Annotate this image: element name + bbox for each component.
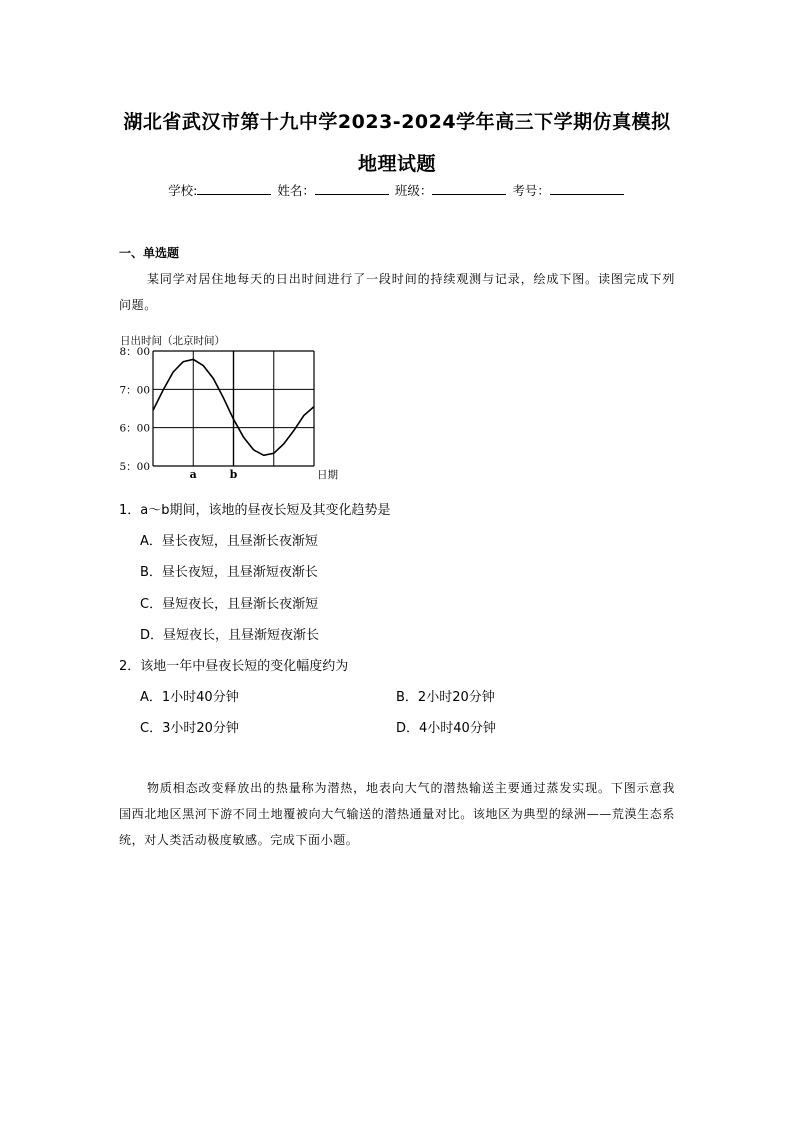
name-blank[interactable] (315, 182, 389, 195)
x-mark-b: b (229, 468, 238, 481)
y-tick-label: 8：00 (119, 346, 150, 358)
question-2-stem: 2．该地一年中昼夜长短的变化幅度约为 (119, 659, 349, 674)
exam-number-blank[interactable] (550, 182, 624, 195)
q2-option-d[interactable]: D．4小时40分钟 (396, 721, 496, 736)
class-blank[interactable] (432, 182, 506, 195)
y-axis-label: 日出时间（北京时间） (120, 335, 225, 347)
name-label: 姓名： (277, 183, 315, 198)
exam-subtitle: 地理试题 (357, 153, 436, 175)
q1-option-d[interactable]: D．昼短夜长，且昼渐短夜渐长 (140, 628, 320, 643)
x-marks (190, 468, 238, 481)
y-tick-label: 7：00 (119, 384, 150, 397)
exam-title: 湖北省武汉市第十九中学2023-2024学年高三下学期仿真模拟 (123, 111, 671, 133)
school-label: 学校: (168, 183, 198, 198)
class-label: 班级： (394, 183, 433, 198)
school-blank[interactable] (197, 182, 271, 195)
passage-2: 物质相态改变释放出的热量称为潜热，地表向大气的潜热输送主要通过蒸发实现。下图示意我国西北地区黑河下游不同土地覆被向大气输送的潜热通量对比。该地区为典型的绿洲——荒漠生态系统，对人类活动极度敏感。完成下面小题。 (119, 781, 675, 847)
exam-number-label: 考号： (512, 183, 550, 198)
q2-option-b[interactable]: B．2小时20分钟 (396, 690, 495, 705)
q1-option-a[interactable]: A．昼长夜短，且昼渐长夜渐短 (140, 534, 318, 549)
y-tick-labels (119, 346, 150, 473)
x-mark-a: a (189, 468, 197, 481)
y-tick-label: 6：00 (119, 422, 150, 435)
passage-1: 某同学对居住地每天的日出时间进行了一段时间的持续观测与记录，绘成下图。读图完成下列问题。 (119, 272, 675, 312)
q1-option-c[interactable]: C．昼短夜长，且昼渐长夜渐短 (140, 597, 319, 612)
section-heading: 一、单选题 (119, 246, 180, 260)
q2-option-c[interactable]: C．3小时20分钟 (140, 721, 239, 736)
q1-option-b[interactable]: B．昼长夜短，且昼渐短夜渐长 (140, 565, 318, 580)
q2-option-a[interactable]: A．1小时40分钟 (140, 690, 239, 705)
y-tick-label: 5：00 (119, 461, 150, 473)
student-info-line (0, 181, 794, 199)
sunrise-time-chart (118, 332, 358, 482)
question-1-stem: 1．a～b期间，该地的昼夜长短及其变化趋势是 (119, 503, 391, 518)
x-axis-label: 日期 (317, 469, 338, 481)
